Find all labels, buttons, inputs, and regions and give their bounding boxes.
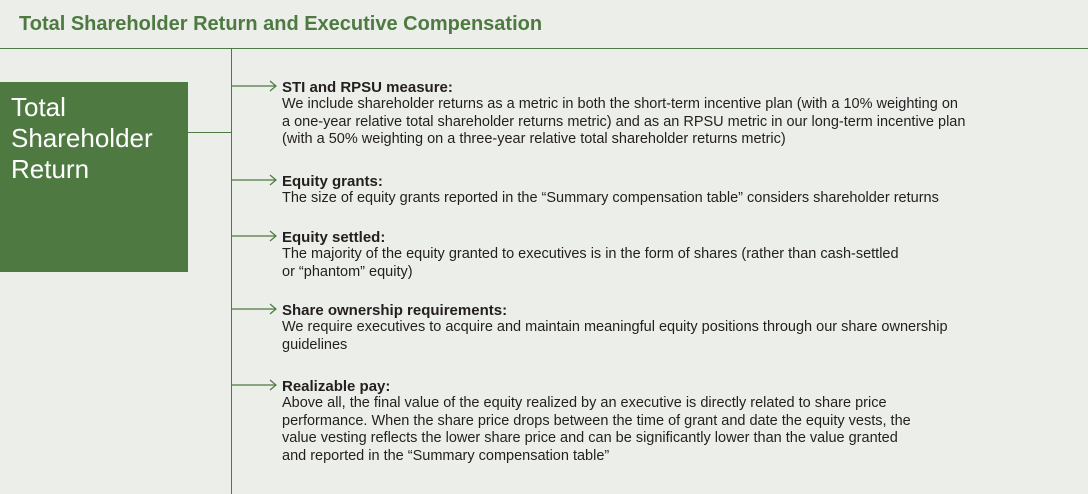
item-body <box>282 395 1072 465</box>
title-bar <box>0 0 1088 49</box>
arrow-right-icon <box>231 173 279 187</box>
item-body <box>282 190 1072 208</box>
list-item <box>231 378 1071 470</box>
category-box-title <box>11 92 186 185</box>
arrow-right-icon <box>231 302 279 316</box>
list-item <box>231 79 1071 154</box>
page-title: Total Shareholder Return and Executive Compensation <box>19 13 543 35</box>
item-heading: Equity grants: <box>282 173 383 190</box>
list-item <box>231 302 1071 358</box>
item-body-line: (with a 50% weighting on a three-year relative total shareholder returns metric) <box>282 131 786 147</box>
item-body <box>282 96 1072 149</box>
item-body-line: a one-year relative total shareholder returns metric) and as an RPSU metric in our long-term incentive plan <box>282 113 966 130</box>
item-heading: Share ownership requirements: <box>282 302 508 319</box>
category-box <box>0 82 188 272</box>
item-body-line: We include shareholder returns as a metric in both the short-term incentive plan (with a 10% weighting on <box>282 96 958 112</box>
item-body-line: performance. When the share price drops between the time of grant and date the equity vests, the <box>282 412 911 429</box>
arrow-right-icon <box>231 79 279 93</box>
item-heading: Equity settled: <box>282 229 386 246</box>
item-body-line: guidelines <box>282 336 348 353</box>
list-item <box>231 229 1071 285</box>
item-body-line: The majority of the equity granted to executives is in the form of shares (rather than cash-settled <box>282 246 899 262</box>
item-body-line: Above all, the final value of the equity realized by an executive is directly related to share price <box>282 395 887 411</box>
item-body <box>282 246 1072 281</box>
category-title-line: Return <box>11 154 90 184</box>
item-body-line: The size of equity grants reported in the “Summary compensation table” considers shareholder returns <box>282 190 939 206</box>
list-item <box>231 173 1071 213</box>
item-body-line: We require executives to acquire and maintain meaningful equity positions through our share ownership <box>282 319 948 335</box>
item-body-line: value vesting reflects the lower share price and can be significantly lower than the value granted <box>282 430 898 446</box>
category-title-line: Total <box>11 92 66 122</box>
box-connector-line <box>188 132 231 133</box>
item-body <box>282 319 1072 354</box>
arrow-right-icon <box>231 229 279 243</box>
item-body-line: or “phantom” equity) <box>282 263 413 280</box>
category-title-line: Shareholder <box>11 123 153 153</box>
item-heading: STI and RPSU measure: <box>282 79 453 96</box>
item-body-line: and reported in the “Summary compensation table” <box>282 447 610 464</box>
item-heading: Realizable pay: <box>282 378 391 395</box>
arrow-right-icon <box>231 378 279 392</box>
